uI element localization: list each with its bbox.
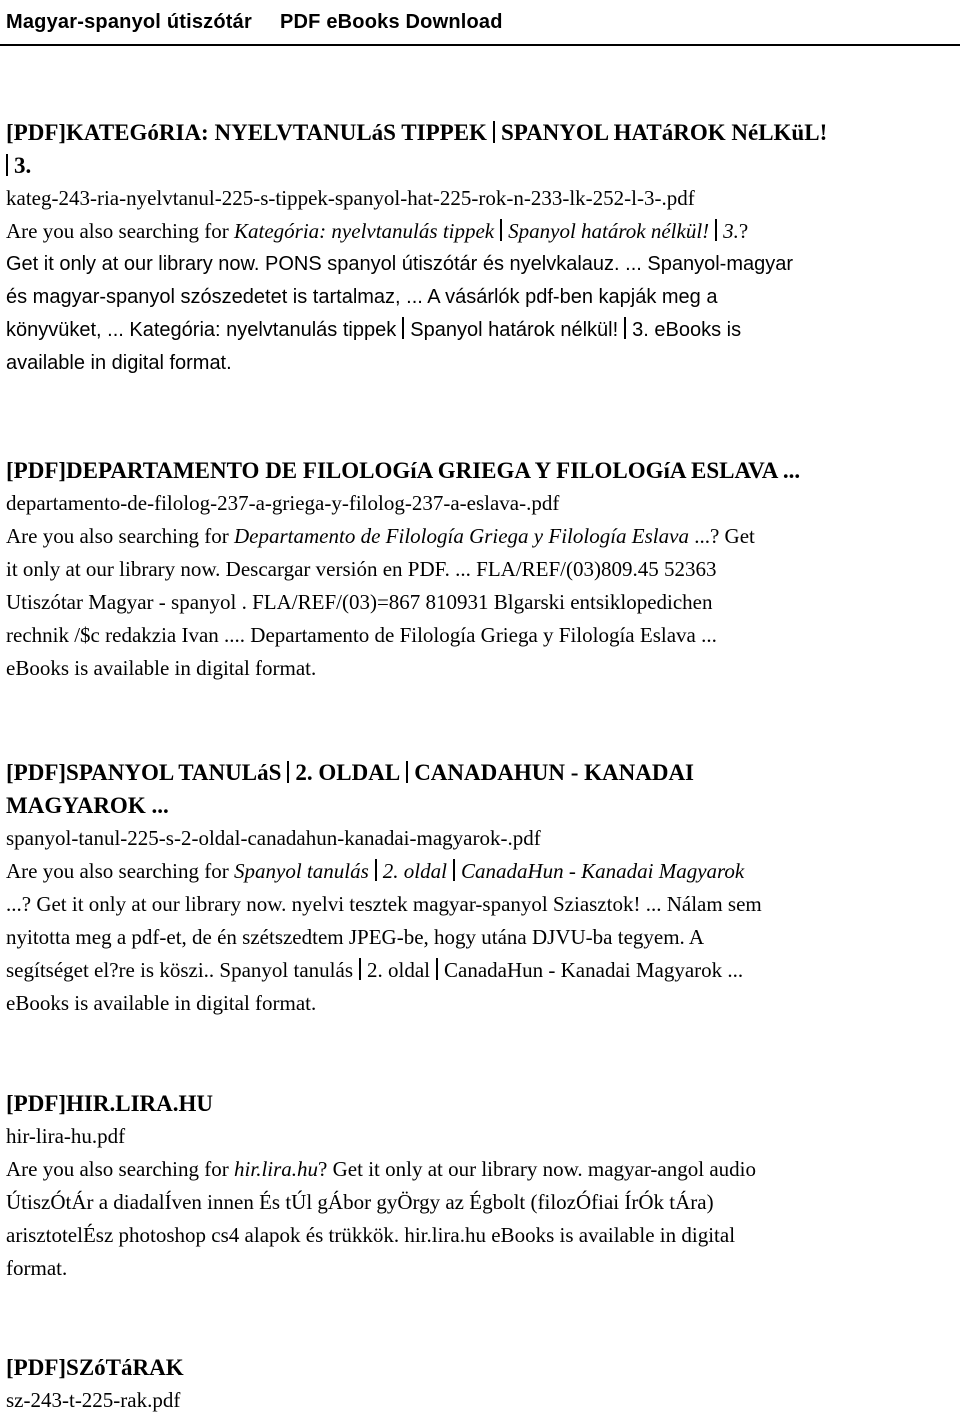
entry-description: it only at our library now. Descargar versión en PDF. ... FLA/REF/(03)809.45 52363 bbox=[6, 557, 717, 581]
pipe-divider bbox=[375, 859, 377, 881]
search-term: Spanyol tanulás bbox=[234, 859, 369, 883]
pipe-divider bbox=[500, 219, 502, 241]
entry-description: eBooks is available in digital format. bbox=[6, 656, 317, 680]
result-entry bbox=[6, 1351, 954, 1417]
entry-title[interactable]: [PDF]HIR.LIRA.HU bbox=[6, 1091, 213, 1116]
pipe-divider bbox=[453, 859, 455, 881]
pipe-divider bbox=[624, 317, 626, 339]
entry-description-part: CanadaHun - Kanadai Magyarok ... bbox=[444, 958, 744, 982]
entry-title[interactable] bbox=[6, 116, 954, 182]
entry-title-part: CANADAHUN - KANADAI bbox=[414, 760, 695, 785]
pipe-divider bbox=[406, 761, 408, 783]
result-entry bbox=[6, 1087, 954, 1285]
pipe-divider bbox=[436, 958, 438, 980]
search-term: Kategória: nyelvtanulás tippek bbox=[234, 219, 495, 243]
pipe-divider bbox=[6, 154, 8, 176]
entry-description: format. bbox=[6, 1256, 68, 1280]
entry-description: eBooks is available in digital format. bbox=[6, 991, 317, 1015]
search-prefix: Are you also searching for bbox=[6, 859, 235, 883]
search-prefix: Are you also searching for bbox=[6, 524, 235, 548]
pipe-divider bbox=[287, 761, 289, 783]
entry-description: ...? Get it only at our library now. nyelvi tesztek magyar-spanyol Sziasztok! ... Nálam sem bbox=[6, 892, 762, 916]
search-term: Spanyol határok nélkül! bbox=[508, 219, 710, 243]
entry-description-part: 3. eBooks is bbox=[632, 319, 742, 341]
entry-title[interactable]: [PDF]DEPARTAMENTO DE FILOLOGíA GRIEGA Y FILOLOGíA ESLAVA ... bbox=[6, 458, 801, 483]
search-term: 2. oldal bbox=[382, 859, 447, 883]
entry-filename: spanyol-tanul-225-s-2-oldal-canadahun-kanadai-magyarok-.pdf bbox=[6, 826, 541, 850]
pipe-divider bbox=[359, 958, 361, 980]
entry-description-part: Spanyol határok nélkül! bbox=[410, 319, 619, 341]
result-entry bbox=[6, 756, 954, 1020]
entry-search-line bbox=[6, 215, 954, 248]
site-title[interactable]: Magyar-spanyol útiszótár bbox=[6, 10, 252, 33]
entry-description: Get it only at our library now. PONS spanyol útiszótár és nyelvkalauz. ... Spanyol-magyar bbox=[6, 253, 794, 275]
search-term: hir.lira.hu bbox=[234, 1157, 319, 1181]
search-term: 3. bbox=[723, 219, 739, 243]
page-header bbox=[0, 0, 960, 44]
entry-title[interactable]: [PDF]SZóTáRAK bbox=[6, 1355, 184, 1380]
entry-title-part: 3. bbox=[14, 153, 32, 178]
result-entry bbox=[6, 116, 954, 380]
search-term: CanadaHun - Kanadai Magyarok bbox=[460, 859, 745, 883]
entry-description: nyitotta meg a pdf-et, de én szétszedtem JPEG-be, hogy utána DJVU-ba tegyem. A bbox=[6, 925, 705, 949]
entry-title-part: [PDF]SPANYOL TANULáS bbox=[6, 760, 282, 785]
entry-description bbox=[6, 954, 954, 987]
entry-filename: departamento-de-filolog-237-a-griega-y-filolog-237-a-eslava-.pdf bbox=[6, 491, 560, 515]
entry-description: és magyar-spanyol szószedetet is tartalmaz, ... A vásárlók pdf-ben kapják meg a bbox=[6, 286, 718, 308]
entry-search-line bbox=[6, 520, 954, 553]
pipe-divider bbox=[402, 317, 404, 339]
pipe-divider bbox=[493, 121, 495, 143]
entry-filename: kateg-243-ria-nyelvtanul-225-s-tippek-spanyol-hat-225-rok-n-233-lk-252-l-3-.pdf bbox=[6, 186, 695, 210]
result-entry bbox=[6, 454, 954, 685]
entry-search-line bbox=[6, 1153, 954, 1186]
entry-description-part: 2. oldal bbox=[367, 958, 431, 982]
entry-search-line bbox=[6, 855, 954, 888]
header-divider bbox=[0, 44, 960, 46]
results-list bbox=[0, 116, 960, 1417]
entry-title-part: MAGYAROK ... bbox=[6, 793, 169, 818]
entry-description: arisztotelÉsz photoshop cs4 alapok és trükkök. hir.lira.hu eBooks is available in digital bbox=[6, 1223, 736, 1247]
entry-description bbox=[6, 314, 954, 347]
search-suffix: ? Get it only at our library now. magyar-angol audio bbox=[318, 1157, 756, 1181]
entry-description: available in digital format. bbox=[6, 352, 232, 374]
search-suffix: ? bbox=[738, 219, 749, 243]
search-term: Departamento de Filología Griega y Filología Eslava bbox=[234, 524, 689, 548]
entry-description-part: segítséget el?re is köszi.. Spanyol tanulás bbox=[6, 958, 354, 982]
entry-description: rechnik /$c redakzia Ivan .... Departamento de Filología Griega y Filología Eslava ... bbox=[6, 623, 717, 647]
download-label[interactable]: PDF eBooks Download bbox=[279, 10, 503, 33]
entry-description-part: könyvüket, ... Kategória: nyelvtanulás tippek bbox=[6, 319, 397, 341]
search-suffix: ...? Get bbox=[688, 524, 755, 548]
search-prefix: Are you also searching for bbox=[6, 1157, 235, 1181]
entry-filename: sz-243-t-225-rak.pdf bbox=[6, 1388, 181, 1412]
entry-title[interactable] bbox=[6, 756, 954, 822]
entry-description: Utiszótar Magyar - spanyol . FLA/REF/(03)=867 810931 Blgarski entsiklopedichen bbox=[6, 590, 713, 614]
entry-title-part: [PDF]KATEGóRIA: NYELVTANULáS TIPPEK bbox=[6, 120, 487, 145]
search-prefix: Are you also searching for bbox=[6, 219, 235, 243]
entry-title-part: 2. OLDAL bbox=[295, 760, 401, 785]
entry-filename: hir-lira-hu.pdf bbox=[6, 1124, 126, 1148]
entry-title-part: SPANYOL HATáROK NéLKüL! bbox=[500, 120, 828, 145]
entry-description: ÚtiszÓtÁr a diadalÍven innen És tÚl gÁbor gyÖrgy az Égbolt (filozÓfiai ÍrÓk tÁra) bbox=[6, 1190, 714, 1214]
pipe-divider bbox=[715, 219, 717, 241]
